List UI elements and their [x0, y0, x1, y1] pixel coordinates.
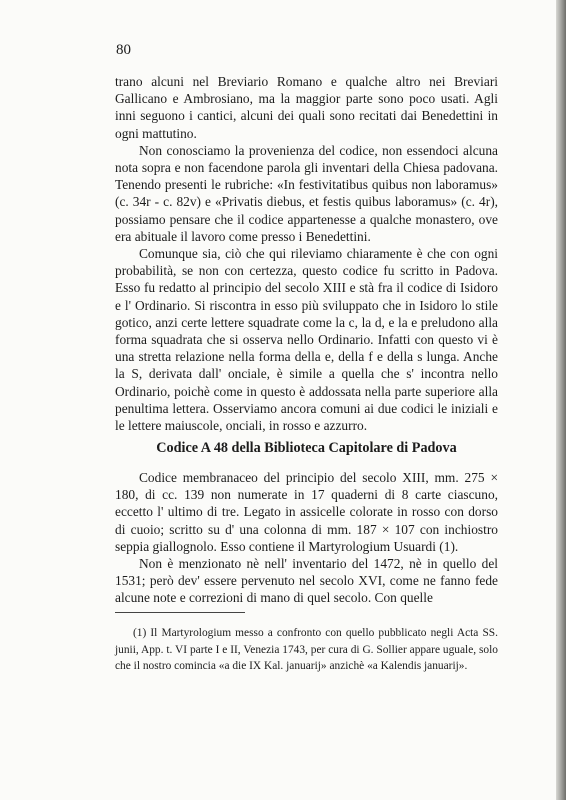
body-text-bottom	[115, 469, 498, 607]
footnote-divider	[115, 612, 245, 613]
paragraph: Codice membranaceo del principio del secolo XIII, mm. 275 × 180, di cc. 139 non numerate in 17 quaderni di 8 carte ciascuno, eccetto l' ultimo di tre. Legato in assicelle colorate in rosso con dorso di cuoio; scritto su d' una colonna di mm. 187 × 107 con inchiostro seppia giallognolo. Esso contiene il Martyrologium Usuardi (1).	[115, 470, 498, 554]
page-edge-shadow	[556, 0, 566, 800]
paragraph: Non è menzionato nè nell' inventario del 1472, nè in quello del 1531; però dev' essere pervenuto nel secolo XVI, come ne fanno fede alcune note e correzioni di mano di quel secolo. Con quelle	[115, 556, 498, 606]
section-heading: Codice A 48 della Biblioteca Capitolare di Padova	[156, 440, 457, 456]
footnote-text: (1) Il Martyrologium messo a confronto con quello pubblicato negli Acta SS. junii, App. t. VI parte I e II, Venezia 1743, per cura di G. Sollier appare uguale, solo che il nostro comincia «a die IX Kal. januarij» anzichè «a Kalendis januarij».	[115, 627, 498, 673]
footnote	[115, 625, 498, 675]
paragraph: Non conosciamo la provenienza del codice, non essendoci alcuna nota sopra e non facendone parola gli inventari della Chiesa padovana. Tenendo presenti le rubriche: «In festivitatibus quibus non laboramus» (c. 34r - c. 82v) e «Privatis diebus, et festis quibus laboramus» (c. 4r), possiamo pensare che il codice appartenesse a qualche monastero, ove era abituale il lavoro come presso i Benedettini.	[115, 142, 498, 244]
page-number: 80	[116, 42, 131, 58]
paragraph: trano alcuni nel Breviario Romano e qualche altro nei Breviari Gallicano e Ambrosiano, ma la maggior parte sono poco usati. Agli inni seguono i cantici, alcuni dei quali sono recitati dai Benedettini in ogni mattutino.	[115, 74, 498, 141]
paragraph: Comunque sia, ciò che qui rileviamo chiaramente è che con ogni probabilità, se non con certezza, questo codice fu scritto in Padova. Esso fu redatto al principio del secolo XIII e stà fra il codice di Isidoro e l' Ordinario. Si riscontra in esso più sviluppato che in Isidoro lo stile gotico, anzi certe lettere squadrate come la c, la d, e la e preludono alla forma squadrata che si osserva nello Ordinario. Infatti con questo vi è una stretta relazione nella forma della e, della f e della s lunga. Anche la S, derivata dall' onciale, è simile a quella che s' incontra nello Ordinario, poichè come in questo è addossata nella parte superiore alla penultima lettera. Osserviamo ancora comuni ai due codici le iniziali e le lettere maiuscole, onciali, in rosso e azzurro.	[115, 246, 498, 434]
body-text-top	[115, 73, 498, 434]
